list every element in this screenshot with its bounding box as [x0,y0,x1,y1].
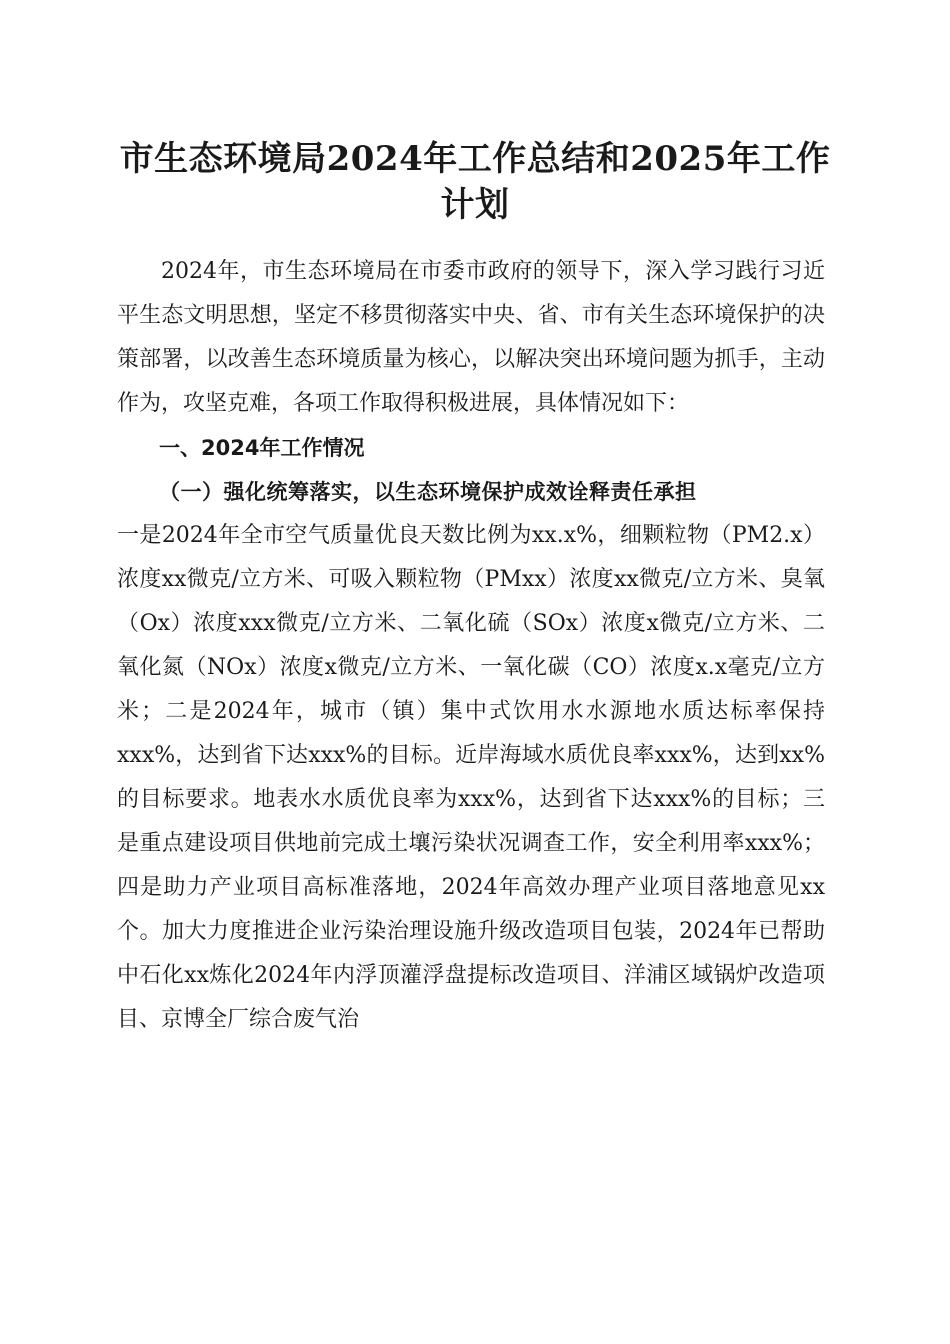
section-heading: 一、2024年工作情况 [159,436,365,460]
document-body [117,250,825,1042]
intro-paragraph: 2024年，市生态环境局在市委市政府的领导下，深入学习践行习近平生态文明思想，坚定不移贯彻落实中央、省、市有关生态环境保护的决策部署，以改善生态环境质量为核心，以解决突出环境问题为抓手，主动作为，攻坚克难，各项工作取得积极进展，具体情况如下： [117,259,825,416]
subsection-heading: （一）强化统筹落实，以生态环境保护成效诠释责任承担 [159,480,697,504]
document-title: 市生态环境局2024年工作总结和2025年工作计划 [119,139,831,225]
subsection-body-paragraph: 一是2024年全市空气质量优良天数比例为xx.x%，细颗粒物（PM2.x）浓度xx微克/立方米、可吸入颗粒物（PMxx）浓度xx微克/立方米、臭氧（Ox）浓度xxx微克/立方米、二氧化硫（SOx）浓度x微克/立方米、二氧化氮（NOx）浓度x微克/立方米、一氧化碳（CO）浓度x.x毫克/立方米；二是2024年，城市（镇）集中式饮用水水源地水质达标率保持xxx%，达到省下达xxx%的目标。近岸海域水质优良率xxx%，达到xx%的目标要求。地表水水质优良率为xxx%，达到省下达xxx%的目标；三是重点建设项目供地前完成土壤污染状况调查工作，安全利用率xxx%；四是助力产业项目高标准落地，2024年高效办理产业项目落地意见xx个。加大力度推进企业污染治理设施升级改造项目包装，2024年已帮助中石化xx炼化2024年内浮顶灌浮盘提标改造项目、洋浦区域锅炉改造项目、京博全厂综合废气治 [117,523,825,1032]
